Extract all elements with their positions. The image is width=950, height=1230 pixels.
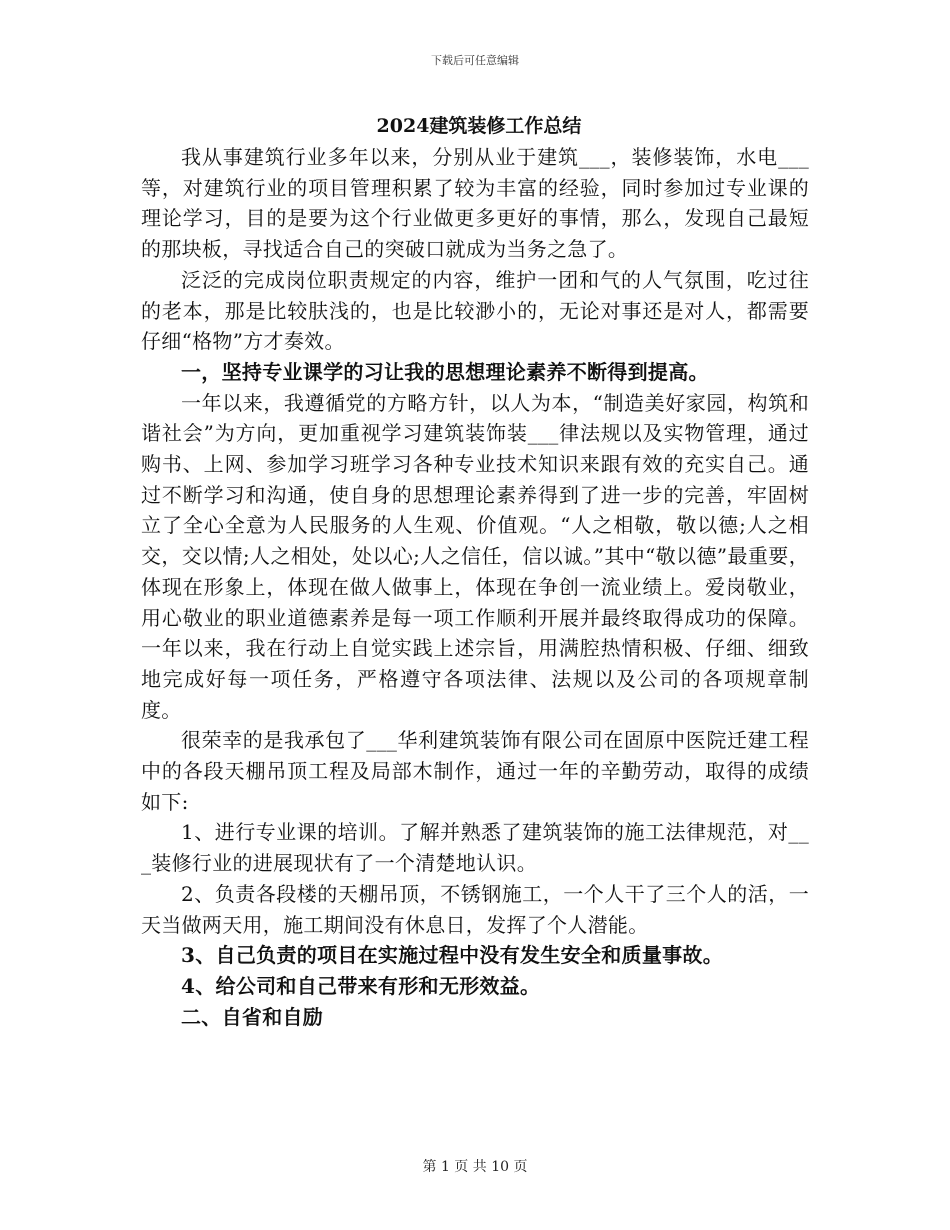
paragraph-contract: 很荣幸的是我承包了___华利建筑装饰有限公司在固原中医院迁建工程中的各段天棚吊顶工程及局部木制作，通过一年的辛勤劳动，取得的成绩如下: [141,728,809,814]
paragraph-intro: 我从事建筑行业多年以来，分别从业于建筑___，装修装饰，水电___等，对建筑行业的项目管理积累了较为丰富的经验，同时参加过专业课的理论学习，目的是要为这个行业做更多更好的事情，那么，发现自己最短的那块板，寻找适合自己的突破口就成为当务之急了。 [141,145,809,262]
list-item-1: 1、进行专业课的培训。了解并熟悉了建筑装饰的施工法律规范，对___装修行业的进展现状有了一个清楚地认识。 [141,820,809,876]
list-item-4: 4、给公司和自己带来有形和无形效益。 [181,973,541,998]
paragraph-reflection: 泛泛的完成岗位职责规定的内容，维护一团和气的人气氛围，吃过往的老本，那是比较肤浅的，也是比较渺小的，无论对事还是对人，都需要仔细“格物”方才奏效。 [141,267,809,354]
page-number: 第 1 页 共 10 页 [422,1159,528,1175]
header-note: 下载后可任意编辑 [431,54,519,67]
document-body [141,108,809,1032]
section-heading-1: 一，坚持专业课学的习让我的思想理论素养不断得到提高。 [181,359,709,384]
list-item-3: 3、自己负责的项目在实施过程中没有发生安全和质量事故。 [181,943,724,968]
list-item-2: 2、负责各段楼的天棚吊顶，不锈钢施工，一个人干了三个人的活，一天当做两天用，施工期间没有休息日，发挥了个人潜能。 [141,881,809,937]
paragraph-study: 一年以来，我遵循党的方略方针，以人为本，“制造美好家园，构筑和谐社会”为方向，更加重视学习建筑装饰装___律法规以及实物管理，通过购书、上网、参加学习班学习各种专业技术知识来跟有效的充实自己。通过不断学习和沟通，使自身的思想理论素养得到了进一步的完善，牢固树立了全心全意为人民服务的人生观、价值观。“人之相敬，敬以德;人之相交，交以情;人之相处，处以心;人之信任，信以诚。”其中“敬以德”最重要，体现在形象上，体现在做人做事上，体现在争创一流业绩上。爱岗敬业，用心敬业的职业道德素养是每一项工作顺利开展并最终取得成功的保障。一年以来，我在行动上自觉实践上述宗旨，用满腔热情积极、仔细、细致地完成好每一项任务，严格遵守各项法律、法规以及公司的各项规章制度。 [141,390,809,722]
section-heading-2: 二、自省和自励 [181,1004,324,1029]
document-title: 2024建筑装修工作总结 [376,115,582,137]
